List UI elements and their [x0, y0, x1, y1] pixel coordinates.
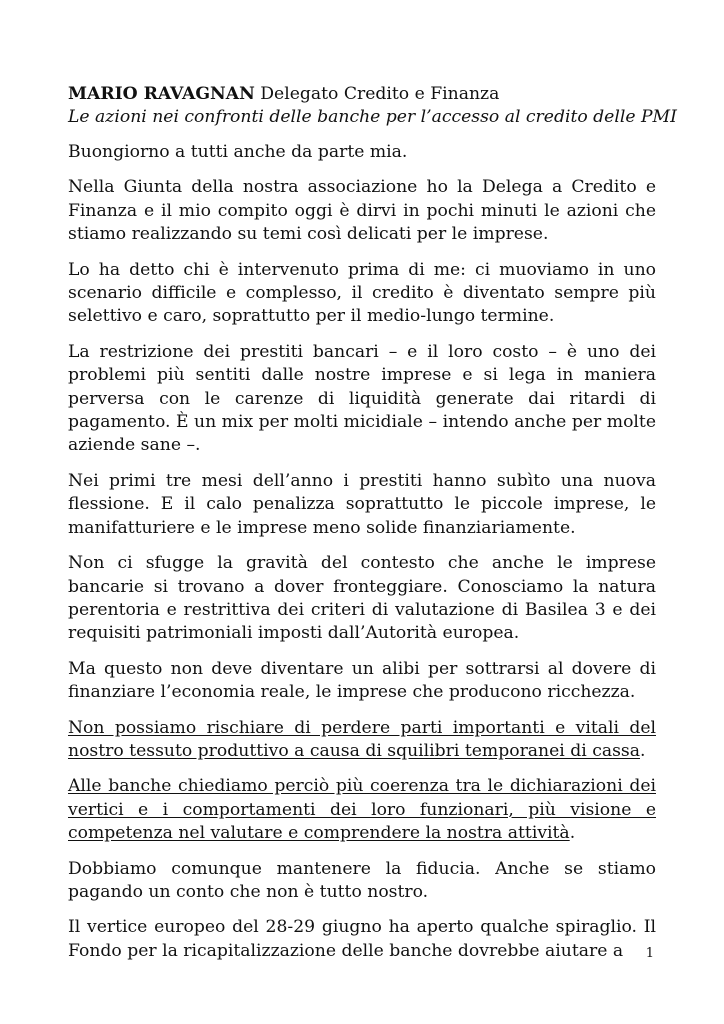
speaker-role: Delegato Credito e Finanza: [260, 84, 500, 104]
paragraph-alibi: Ma questo non deve diventare un alibi per sottrarsi al dovere di finanziare l’economia reale, le imprese che producono ricchezza.: [68, 658, 656, 703]
paragraph-vertice: Il vertice europeo del 28-29 giugno ha aperto qualche spiraglio. Il Fondo per la ricapitalizzazione delle banche dovrebbe aiutare a: [68, 917, 656, 961]
page-number: 1: [645, 946, 654, 961]
paragraph-prestiti: Nei primi tre mesi dell’anno i prestiti hanno subìto una nuova flessione. E il calo penalizza soprattutto le piccole imprese, le manifatturiere e le imprese meno solide finanziariamente.: [68, 470, 656, 538]
speaker-line: [68, 83, 656, 106]
paragraph-tail: .: [569, 823, 576, 844]
document-page: [68, 83, 677, 975]
underlined-text: Alle banche chiediamo perciò più coerenza tra le dichiarazioni dei vertici e i comportamenti dei loro funzionari, più visione e competenza nel valutare e comprendere la nostra attività: [68, 776, 656, 844]
paragraph-restrizione: La restrizione dei prestiti bancari – e il loro costo – è uno dei problemi più sentiti dalle nostre imprese e si lega in maniera perversa con le carenze di liquidità generate dai ritardi di pagamento. È un mix per molti micidiale – intendo anche per molte aziende sane –.: [68, 341, 656, 456]
speaker-name: MARIO RAVAGNAN: [68, 84, 255, 104]
paragraph-fiducia: Dobbiamo comunque mantenere la fiducia. Anche se stiamo pagando un conto che non è tutto nostro.: [68, 858, 656, 902]
paragraph-tessuto: [68, 717, 656, 764]
paragraph-tail: .: [639, 740, 646, 761]
underlined-text: Non possiamo rischiare di perdere parti importanti e vitali del nostro tessuto produttivo a causa di squilibri temporanei di cassa: [68, 717, 656, 761]
paragraph-delega: Nella Giunta della nostra associazione ho la Delega a Credito e Finanza e il mio compito oggi è dirvi in pochi minuti le azioni che stiamo realizzando su temi così delicati per le imprese.: [68, 177, 656, 245]
paragraph-scenario: Lo ha detto chi è intervenuto prima di me: ci muoviamo in uno scenario difficile e complesso, il credito è diventato sempre più selettivo e caro, soprattutto per il medio-lungo termine.: [68, 259, 656, 327]
document-subtitle: Le azioni nei confronti delle banche per l’accesso al credito delle PMI: [68, 107, 677, 127]
paragraph-banche: [68, 775, 656, 845]
paragraph-contesto: Non ci sfugge la gravità del contesto che anche le imprese bancarie si trovano a dover fronteggiare. Conosciamo la natura perentoria e restrittiva dei criteri di valutazione di Basilea 3 e dei requisiti patrimoniali imposti dall’Autorità europea.: [68, 553, 656, 644]
paragraph-greeting: Buongiorno a tutti anche da parte mia.: [68, 142, 408, 162]
